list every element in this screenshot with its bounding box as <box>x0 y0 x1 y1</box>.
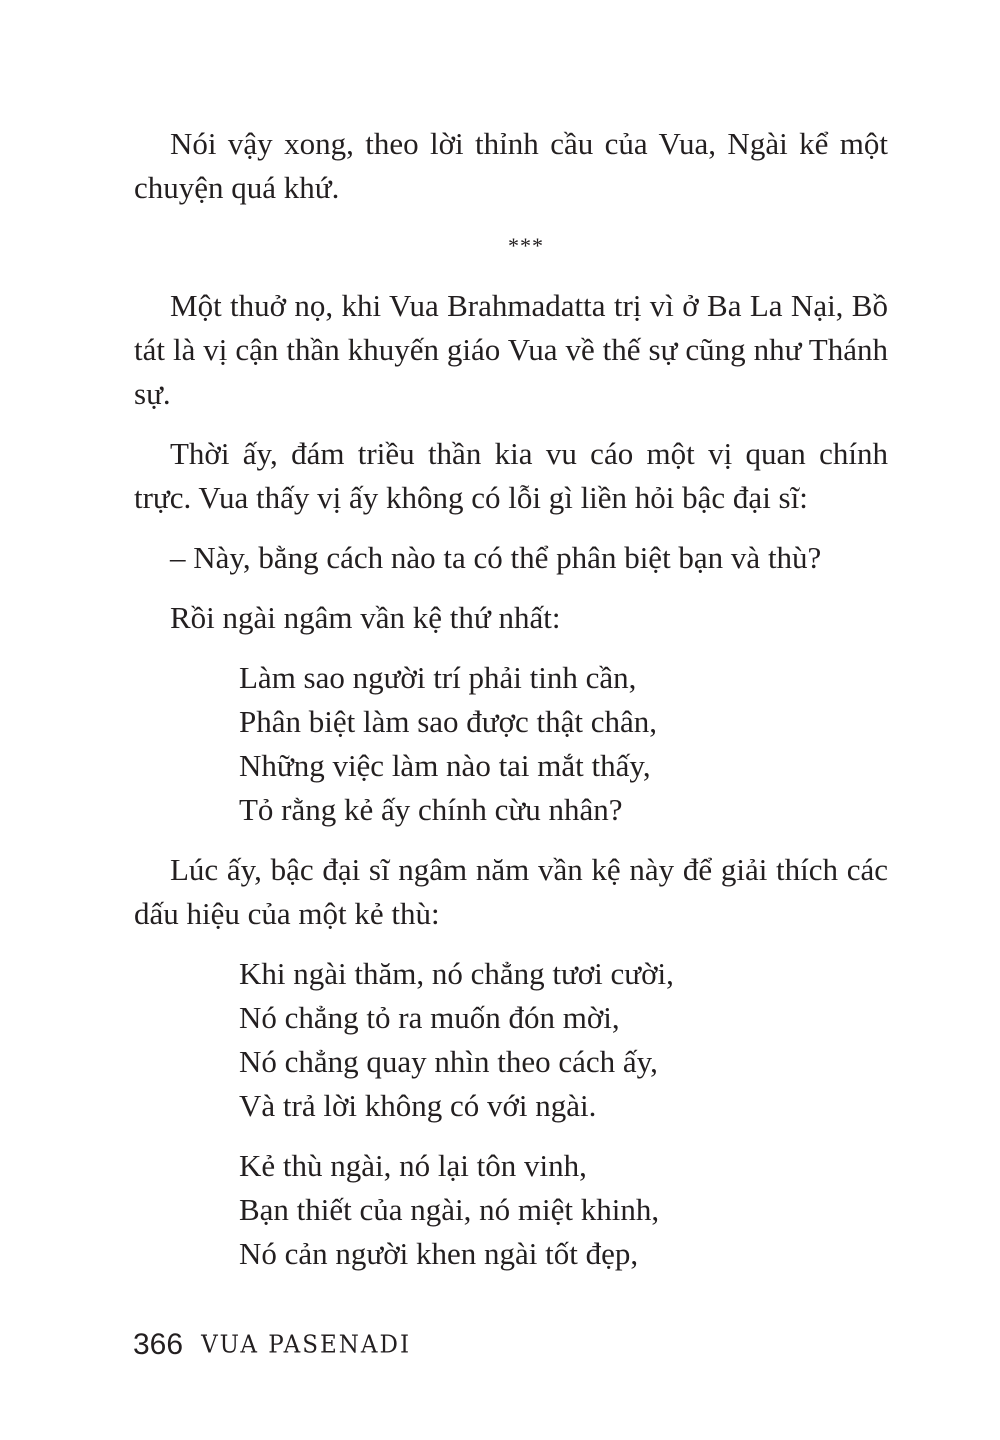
verse-line: Nó cản người khen ngài tốt đẹp, <box>239 1236 639 1271</box>
page-number: 366 <box>133 1328 184 1361</box>
paragraph-accusation: Thời ấy, đám triều thần kia vu cáo một vị quan chính trực. Vua thấy vị ấy không có lỗi gì liền hỏi bậc đại sĩ: <box>134 436 888 515</box>
page-body <box>134 122 888 1276</box>
verse-line: Làm sao người trí phải tinh cần, <box>239 660 637 695</box>
verse-stanza-2 <box>239 952 888 1128</box>
verse-line: Tỏ rằng kẻ ấy chính cừu nhân? <box>239 792 623 827</box>
verse-line: Những việc làm nào tai mắt thấy, <box>239 748 651 783</box>
verse-line: Phân biệt làm sao được thật chân, <box>239 704 658 739</box>
verse-line: Nó chẳng tỏ ra muốn đón mời, <box>239 1000 620 1035</box>
verse-line: Khi ngài thăm, nó chẳng tươi cười, <box>239 956 674 991</box>
verse-stanza-1 <box>239 656 888 832</box>
verse-line: Kẻ thù ngài, nó lại tôn vinh, <box>239 1148 587 1183</box>
running-title: VUA PASENADI <box>201 1331 412 1359</box>
verse-line: Và trả lời không có với ngài. <box>239 1088 597 1123</box>
paragraph-king-question: – Này, bằng cách nào ta có thể phân biệt bạn và thù? <box>170 540 822 575</box>
paragraph-first-verse-intro: Rồi ngài ngâm vần kệ thứ nhất: <box>170 600 561 635</box>
paragraph-enemy-signs: Lúc ấy, bậc đại sĩ ngâm năm vần kệ này để giải thích các dấu hiệu của một kẻ thù: <box>134 852 888 931</box>
verse-stanza-3 <box>239 1144 888 1276</box>
paragraph-intro: Nói vậy xong, theo lời thỉnh cầu của Vua, Ngài kể một chuyện quá khứ. <box>134 126 888 205</box>
section-separator: *** <box>508 233 544 258</box>
paragraph-past-story: Một thuở nọ, khi Vua Brahmadatta trị vì ở Ba La Nại, Bồ tát là vị cận thần khuyến giáo Vua về thế sự cũng như Thánh sự. <box>134 288 888 411</box>
verse-line: Nó chẳng quay nhìn theo cách ấy, <box>239 1044 658 1079</box>
page-footer <box>133 1320 411 1370</box>
verse-line: Bạn thiết của ngài, nó miệt khinh, <box>239 1192 660 1227</box>
